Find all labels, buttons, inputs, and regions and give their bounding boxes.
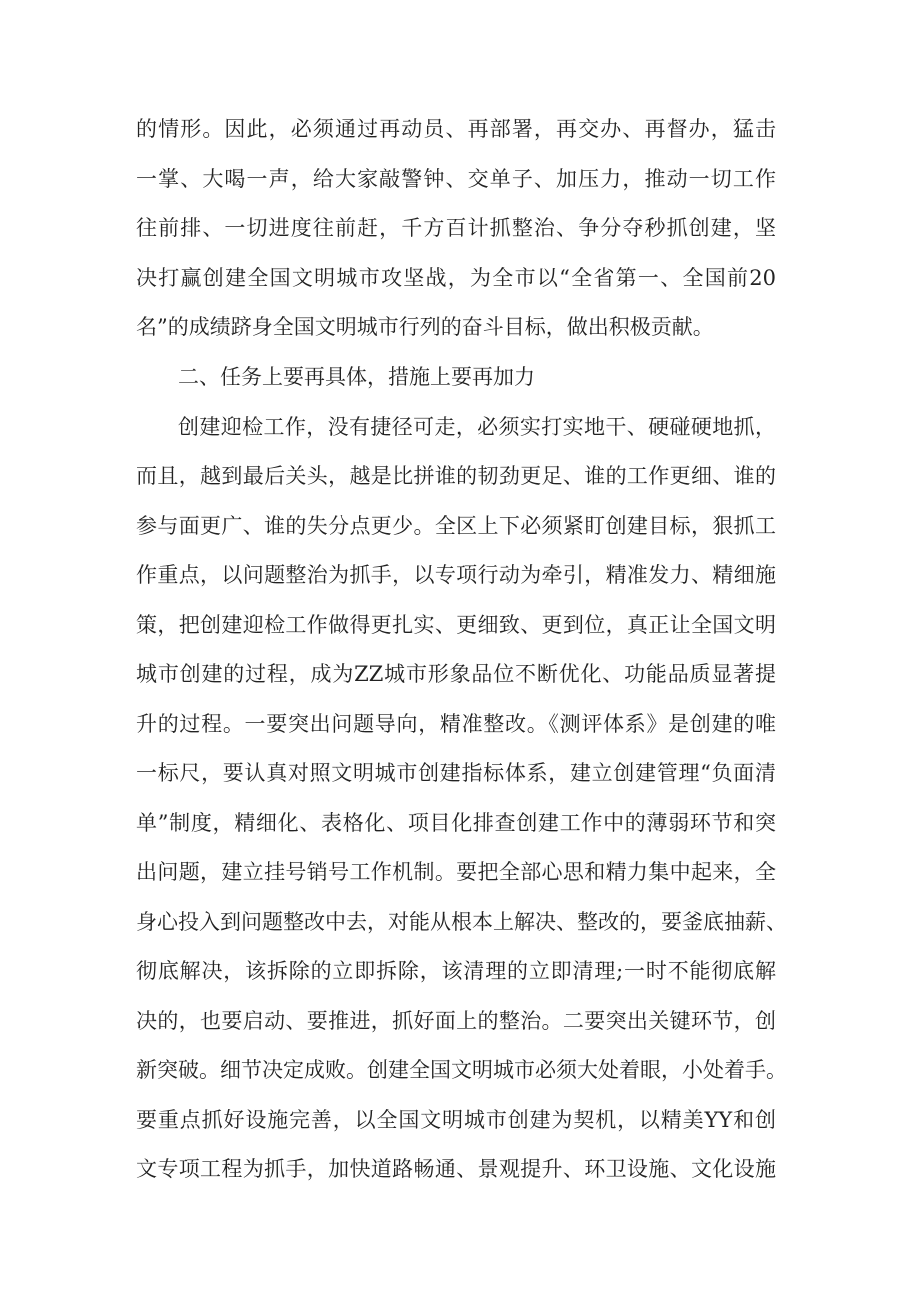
paragraph-line: 新突破。细节决定成败。创建全国文明城市必须大处着眼，小处着手。: [136, 1058, 787, 1082]
section-heading: 二、任务上要再具体，措施上要再加力: [178, 365, 535, 389]
paragraph-line: 文专项工程为抓手，加快道路畅通、景观提升、环卫设施、文化设施: [136, 1157, 776, 1181]
paragraph-line: 一掌、大喝一声，给大家敲警钟、交单子、加压力，推动一切工作: [136, 167, 776, 191]
paragraph-line: 创建迎检工作，没有捷径可走，必须实打实地干、硬碰硬地抓，: [178, 415, 776, 439]
paragraph-line: 单”制度，精细化、表格化、项目化排查创建工作中的薄弱环节和突: [136, 811, 776, 835]
paragraph-line: 升的过程。一要突出问题导向，精准整改。《测评体系》是创建的唯: [136, 712, 776, 736]
paragraph-line: 策，把创建迎检工作做得更扎实、更细致、更到位，真正让全国文明: [136, 613, 776, 637]
paragraph-line: 身心投入到问题整改中去，对能从根本上解决、整改的，要釜底抽薪、: [136, 910, 787, 934]
paragraph-line: 出问题，建立挂号销号工作机制。要把全部心思和精力集中起来，全: [136, 860, 776, 884]
paragraph-line: 而且，越到最后关头，越是比拼谁的韧劲更足、谁的工作更细、谁的: [136, 464, 776, 488]
paragraph-line: 的情形。因此，必须通过再动员、再部署，再交办、再督办，猛击: [136, 117, 776, 141]
paragraph-line: 往前排、一切进度往前赶，千方百计抓整治、争分夺秒抓创建，坚: [136, 216, 776, 240]
paragraph-line: 决打赢创建全国文明城市攻坚战，为全市以“全省第一、全国前20: [136, 266, 776, 290]
paragraph-line: 要重点抓好设施完善，以全国文明城市创建为契机，以精美YY和创: [136, 1108, 776, 1132]
paragraph-line: 参与面更广、谁的失分点更少。全区上下必须紧盯创建目标，狠抓工: [136, 514, 776, 538]
paragraph-line: 作重点，以问题整治为抓手，以专项行动为牵引，精准发力、精细施: [136, 563, 776, 587]
paragraph-line: 彻底解决，该拆除的立即拆除，该清理的立即清理;一时不能彻底解: [136, 959, 776, 983]
paragraph-line: 决的，也要启动、要推进，抓好面上的整治。二要突出关键环节，创: [136, 1009, 776, 1033]
paragraph-line: 城市创建的过程，成为ZZ城市形象品位不断优化、功能品质显著提: [136, 662, 776, 686]
paragraph-line: 一标尺，要认真对照文明城市创建指标体系，建立创建管理“负面清: [136, 761, 776, 785]
paragraph-line: 名”的成绩跻身全国文明城市行列的奋斗目标，做出积极贡献。: [136, 315, 714, 339]
